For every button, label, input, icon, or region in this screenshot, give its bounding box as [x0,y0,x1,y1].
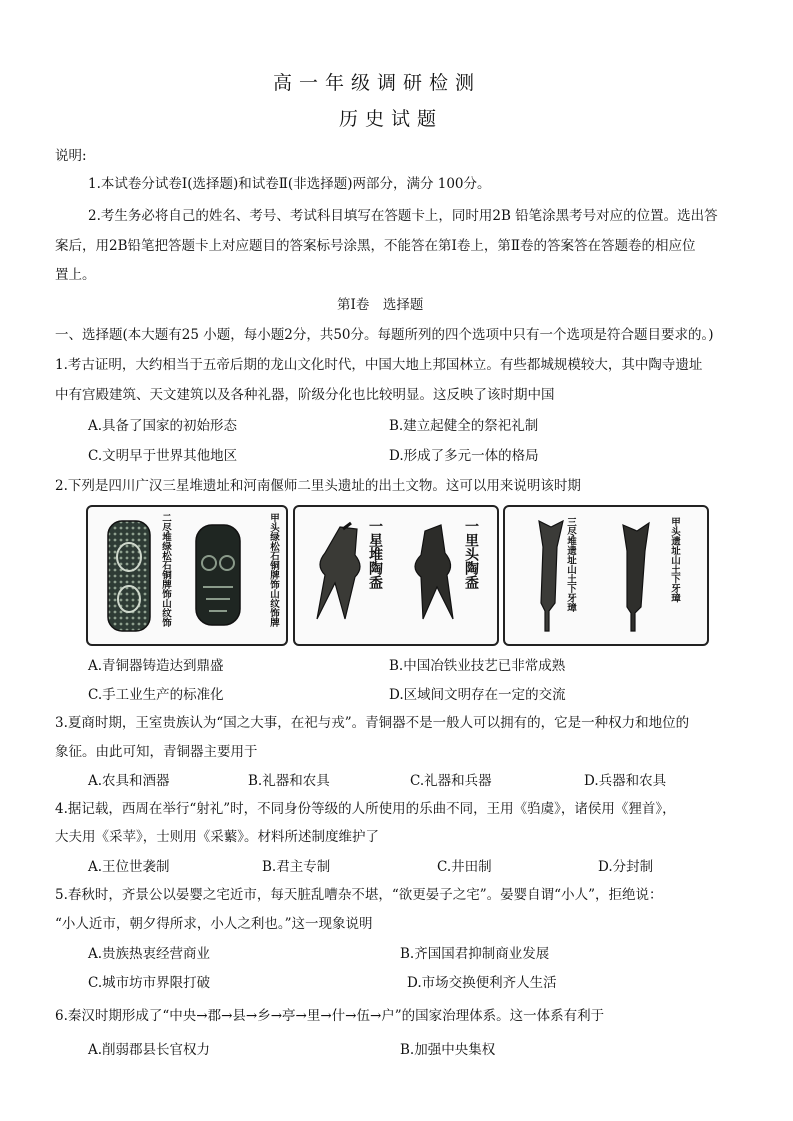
q5-option-a: A.贵族热衷经营商业 [88,946,211,962]
q1-option-a: A.具备了国家的初始形态 [88,418,238,434]
exam-subject: 历史试题 [339,108,444,130]
q5-option-c: C.城市坊市界限打破 [88,975,211,991]
q2-image-plaques [86,505,288,646]
q4-option-c: C.井田制 [437,859,492,875]
q5-option-b: B.齐国国君抑制商业发展 [400,946,550,962]
section-intro: 一、选择题(本大题有25 小题，每小题2分，共50分。每题所列的四个选项中只有一个选项是符合题目要求的。) [55,327,714,343]
instruction-item-2-line-3: 置上。 [55,267,96,283]
q6-option-b: B.加强中央集权 [400,1042,496,1058]
q3-stem-line-2: 象征。由此可知，青铜器主要用于 [55,744,258,760]
exam-title: 高一年级调研检测 [273,72,482,94]
q2-option-d: D.区域间文明存在一定的交流 [389,687,566,703]
instruction-item-2-line-1: 2.考生务必将自己的姓名、考号、考试科目填写在答题卡上，同时用2B 铅笔涂黑考号对应的位置。选出答 [88,208,718,224]
q2-option-b: B.中国冶铁业技艺已非常成熟 [389,658,566,674]
q2-image-yazhang [503,505,709,646]
q2-image-pottery [293,505,499,646]
q4-stem-line-1: 4.据记载，西周在举行“射礼”时，不同身份等级的人所使用的乐曲不同，王用《驺虞》，诸侯用《狸首》， [55,801,676,817]
q4-stem-line-2: 大夫用《采苹》，士则用《采蘩》。材料所述制度维护了 [55,829,379,845]
instruction-item-1: 1.本试卷分试卷Ⅰ(选择题)和试卷Ⅱ(非选择题)两部分，满分 100分。 [88,176,491,192]
instruction-item-2-line-2: 案后，用2B铅笔把答题卡上对应题目的答案标号涂黑，不能答在第Ⅰ卷上，第Ⅱ卷的答案答在答题卷的相应位 [55,238,696,254]
q2-caption-plaque-left: 二尽堆绿松石铜牌饰山纹饰 [160,513,171,627]
q2-caption-yazhang-left: 三尽堆遗址山土下牙璋 [565,517,576,612]
q3-option-c: C.礼器和兵器 [410,773,492,789]
q1-option-d: D.形成了多元一体的格局 [389,448,539,464]
q4-option-b: B.君主专制 [262,859,331,875]
section-title: 第Ⅰ卷 选择题 [337,297,424,313]
bronze-plaques-illustration [88,507,286,644]
q2-caption-pottery-right: 一里头陶盉 [463,519,479,589]
q3-option-a: A.农具和酒器 [88,773,170,789]
q5-stem-line-1: 5.春秋时，齐景公以晏婴之宅近市，每天脏乱嘈杂不堪，“欲更晏子之宅”。晏婴自谓“小人”，拒绝说： [55,887,663,903]
q2-option-a: A.青铜器铸造达到鼎盛 [88,658,224,674]
q3-option-b: B.礼器和农具 [248,773,330,789]
q1-option-b: B.建立起健全的祭祀礼制 [389,418,539,434]
q2-caption-pottery-left: 一星堆陶盉 [367,519,383,589]
q6-stem: 6.秦汉时期形成了“中央→郡→县→乡→亭→里→什→伍→户”的国家治理体系。这一体系有利于 [55,1008,605,1024]
q5-option-d: D.市场交换便利齐人生活 [407,975,557,991]
q4-option-a: A.王位世袭制 [88,859,170,875]
q1-stem-line-1: 1.考古证明，大约相当于五帝后期的龙山文化时代，中国大地上邦国林立。有些都城规模较大，其中陶寺遗址 [55,357,703,373]
q1-option-c: C.文明早于世界其他地区 [88,448,238,464]
q1-stem-line-2: 中有宫殿建筑、天文建筑以及各种礼器，阶级分化也比较明显。这反映了该时期中国 [55,387,555,403]
q2-caption-yazhang-right: 甲头遗址山土下牙璋 [669,517,680,603]
q3-stem-line-1: 3.夏商时期，王室贵族认为“国之大事，在祀与戎”。青铜器不是一般人可以拥有的，它是一种权力和地位的 [55,715,690,731]
q2-caption-plaque-right: 甲头绿松石铜牌饰山纹饰牌 [268,513,279,627]
q6-option-a: A.削弱郡县长官权力 [88,1042,211,1058]
q3-option-d: D.兵器和农具 [584,773,667,789]
q4-option-d: D.分封制 [598,859,654,875]
instructions-heading: 说明: [55,148,87,164]
q2-stem: 2.下列是四川广汉三星堆遗址和河南偃师二里头遗址的出土文物。这可以用来说明该时期 [55,478,581,494]
q2-option-c: C.手工业生产的标准化 [88,687,224,703]
q5-stem-line-2: “小人近市，朝夕得所求，小人之利也。”这一现象说明 [55,916,373,932]
